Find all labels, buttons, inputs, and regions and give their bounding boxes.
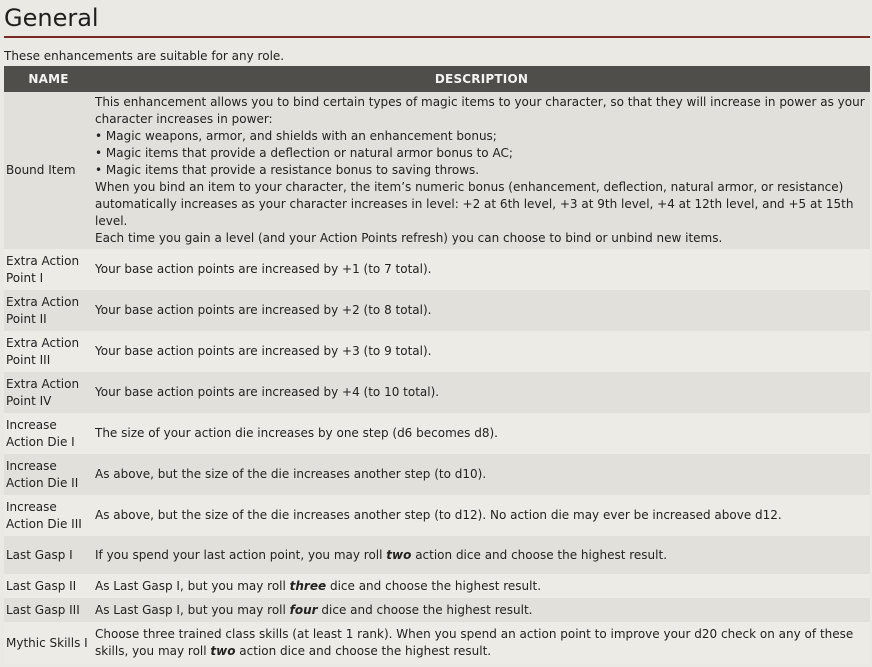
table-row xyxy=(4,454,870,495)
section-title: General xyxy=(4,0,870,38)
description-text: Choose three trained class skills (at least 1 rank). When you spend an action point to improve your d20 check on any of these skills, you may roll xyxy=(95,627,854,658)
enhancement-description xyxy=(93,92,870,249)
emphasized-word: three xyxy=(289,578,327,593)
enhancement-name: Extra Action Point I xyxy=(4,249,93,290)
enhancement-name: Last Gasp I xyxy=(4,536,93,574)
enhancement-name: Increase Action Die II xyxy=(4,454,93,495)
description-line: Each time you gain a level (and your Action Points refresh) you can choose to bind or unbind new items. xyxy=(95,231,723,245)
name-column-header: NAME xyxy=(4,66,93,92)
description-text: action dice and choose the highest result. xyxy=(411,547,668,562)
description-text: dice and choose the highest result. xyxy=(326,578,542,593)
table-row xyxy=(4,249,870,290)
description-text: If you spend your last action point, you may roll xyxy=(95,547,387,562)
description-text: As Last Gasp I, but you may roll xyxy=(95,602,290,617)
enhancement-description: Your base action points are increased by +3 (to 9 total). xyxy=(93,331,870,372)
description-line: • Magic weapons, armor, and shields with an enhancement bonus; xyxy=(95,129,497,143)
enhancement-name: Bound Item xyxy=(4,92,93,249)
table-row xyxy=(4,495,870,536)
emphasized-word: two xyxy=(386,547,412,562)
table-row xyxy=(4,290,870,331)
enhancements-table xyxy=(4,66,870,664)
enhancement-description xyxy=(93,622,870,664)
enhancement-name: Extra Action Point II xyxy=(4,290,93,331)
enhancement-description: Your base action points are increased by +1 (to 7 total). xyxy=(93,249,870,290)
enhancement-name: Increase Action Die I xyxy=(4,413,93,454)
enhancement-description: As above, but the size of the die increases another step (to d10). xyxy=(93,454,870,495)
table-header-row xyxy=(4,66,870,92)
enhancement-name: Extra Action Point IV xyxy=(4,372,93,413)
enhancement-description xyxy=(93,574,870,598)
enhancement-description: As above, but the size of the die increases another step (to d12). No action die may ever be increased above d12. xyxy=(93,495,870,536)
enhancement-name: Mythic Skills I xyxy=(4,622,93,664)
table-row xyxy=(4,622,870,664)
description-text: As Last Gasp I, but you may roll xyxy=(95,578,290,593)
table-row xyxy=(4,574,870,598)
table-row xyxy=(4,92,870,249)
enhancement-description: The size of your action die increases by one step (d6 becomes d8). xyxy=(93,413,870,454)
enhancement-description: Your base action points are increased by +4 (to 10 total). xyxy=(93,372,870,413)
enhancement-name: Last Gasp II xyxy=(4,574,93,598)
section-intro: These enhancements are suitable for any role. xyxy=(4,49,285,63)
emphasized-word: four xyxy=(289,602,318,617)
description-line: When you bind an item to your character, the item’s numeric bonus (enhancement, deflection, natural armor, or resistance) automatically increases as your character increases in level: +2 at 6th level, +3 at 9th level, +4 at 12th level, and +5 at 15th level. xyxy=(95,180,854,228)
enhancement-name: Increase Action Die III xyxy=(4,495,93,536)
enhancement-description: Your base action points are increased by +2 (to 8 total). xyxy=(93,290,870,331)
enhancement-description xyxy=(93,536,870,574)
table-row xyxy=(4,598,870,622)
description-text: dice and choose the highest result. xyxy=(317,602,533,617)
table-row xyxy=(4,413,870,454)
table-row xyxy=(4,536,870,574)
description-line: • Magic items that provide a deflection or natural armor bonus to AC; xyxy=(95,146,513,160)
emphasized-word: two xyxy=(210,644,236,658)
description-text: action dice and choose the highest result. xyxy=(235,644,492,658)
description-column-header: DESCRIPTION xyxy=(93,66,870,92)
table-row xyxy=(4,331,870,372)
enhancement-name: Last Gasp III xyxy=(4,598,93,622)
description-line: This enhancement allows you to bind certain types of magic items to your character, so that they will increase in power as your character increases in power: xyxy=(95,95,865,126)
enhancement-description xyxy=(93,598,870,622)
enhancement-name: Extra Action Point III xyxy=(4,331,93,372)
description-line: • Magic items that provide a resistance bonus to saving throws. xyxy=(95,163,480,177)
general-section xyxy=(4,0,870,664)
table-row xyxy=(4,372,870,413)
